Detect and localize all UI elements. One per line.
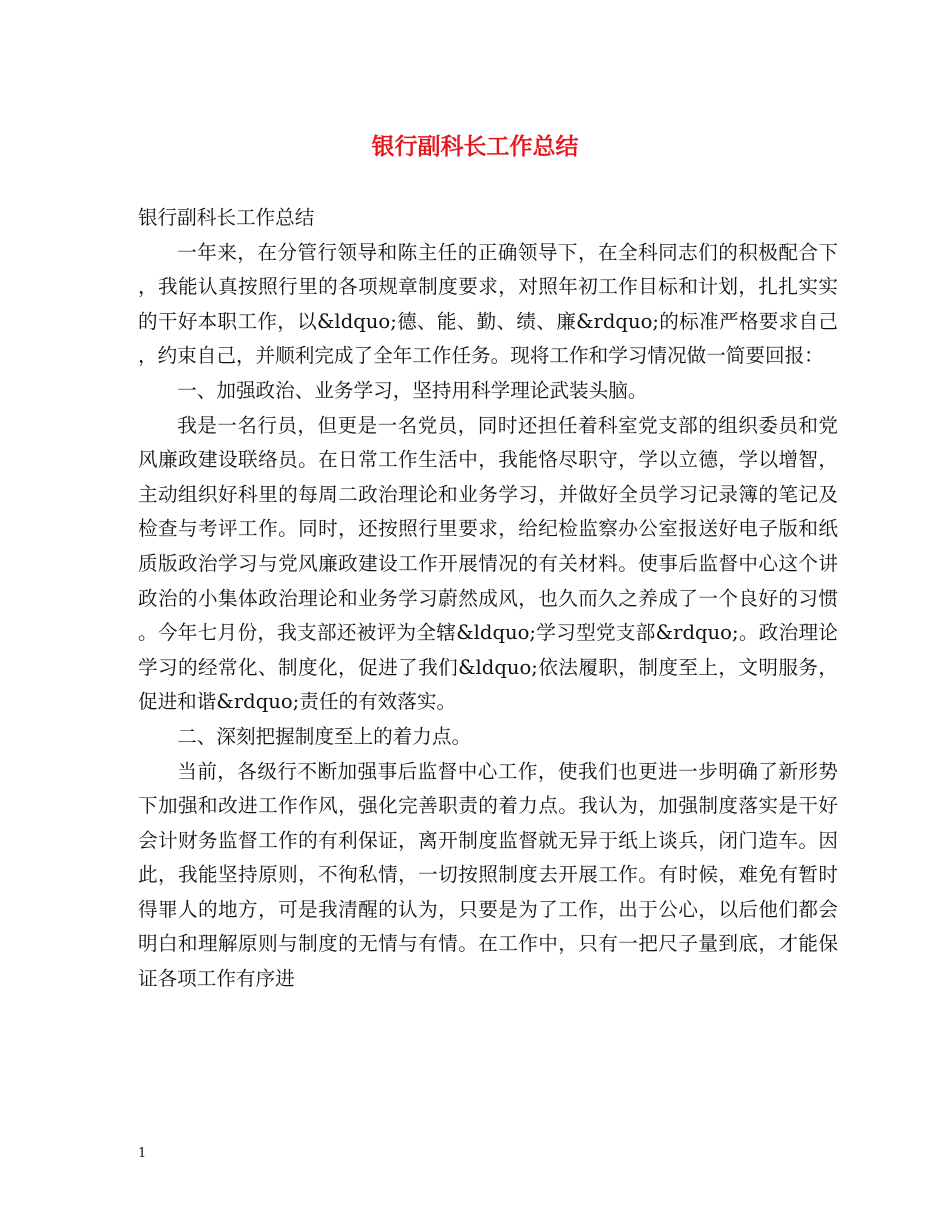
document-body [138, 201, 838, 997]
body-paragraph: 当前，各级行不断加强事后监督中心工作，使我们也更进一步明确了新形势下加强和改进工作作风，强化完善职责的着力点。我认为，加强制度落实是干好会计财务监督工作的有利保证，离开制度监督就无异于纸上谈兵，闭门造车。因此，我能坚持原则，不徇私情，一切按照制度去开展工作。有时候，难免有暂时得罪人的地方，可是我清醒的认为，只要是为了工作，出于公心，以后他们都会明白和理解原则与制度的无情与有情。在工作中，只有一把尺子量到底，才能保证各项工作有序进 [138, 759, 838, 991]
section-heading: 二、深刻把握制度至上的着力点。 [177, 724, 472, 748]
section-heading: 一、加强政治、业务学习，坚持用科学理论武装头脑。 [177, 378, 648, 402]
document-title: 银行副科长工作总结 [371, 133, 579, 160]
subtitle-paragraph: 银行副科长工作总结 [138, 206, 315, 229]
page-number: 1 [138, 1146, 147, 1161]
body-paragraph: 我是一名行员，但更是一名党员，同时还担任着科室党支部的组织委员和党风廉政建设联络员。在日常工作生活中，我能恪尽职守，学以立德，学以增智，主动组织好科里的每周二政治理论和业务学习，并做好全员学习记录簿的笔记及检查与考评工作。同时，还按照行里要求，给纪检监察办公室报送好电子版和纸质版政治学习与党风廉政建设工作开展情况的有关材料。使事后监督中心这个讲政治的小集体政治理论和业务学习蔚然成风，也久而久之养成了一个良好的习惯。今年七月份，我支部还被评为全辖&ldquo;学习型党支部&rdquo;。政治理论学习的经常化、制度化，促进了我们&ldquo;依法履职，制度至上，文明服务，促进和谐&rdquo;责任的有效落实。 [138, 413, 838, 714]
body-paragraph: 一年来，在分管行领导和陈主任的正确领导下，在全科同志们的积极配合下，我能认真按照行里的各项规章制度要求，对照年初工作目标和计划，扎扎实实的干好本职工作，以&ldquo;德、能、勤、绩、廉&rdquo;的标准严格要求自己，约束自己，并顺利完成了全年工作任务。现将工作和学习情况做一简要回报： [138, 240, 838, 368]
